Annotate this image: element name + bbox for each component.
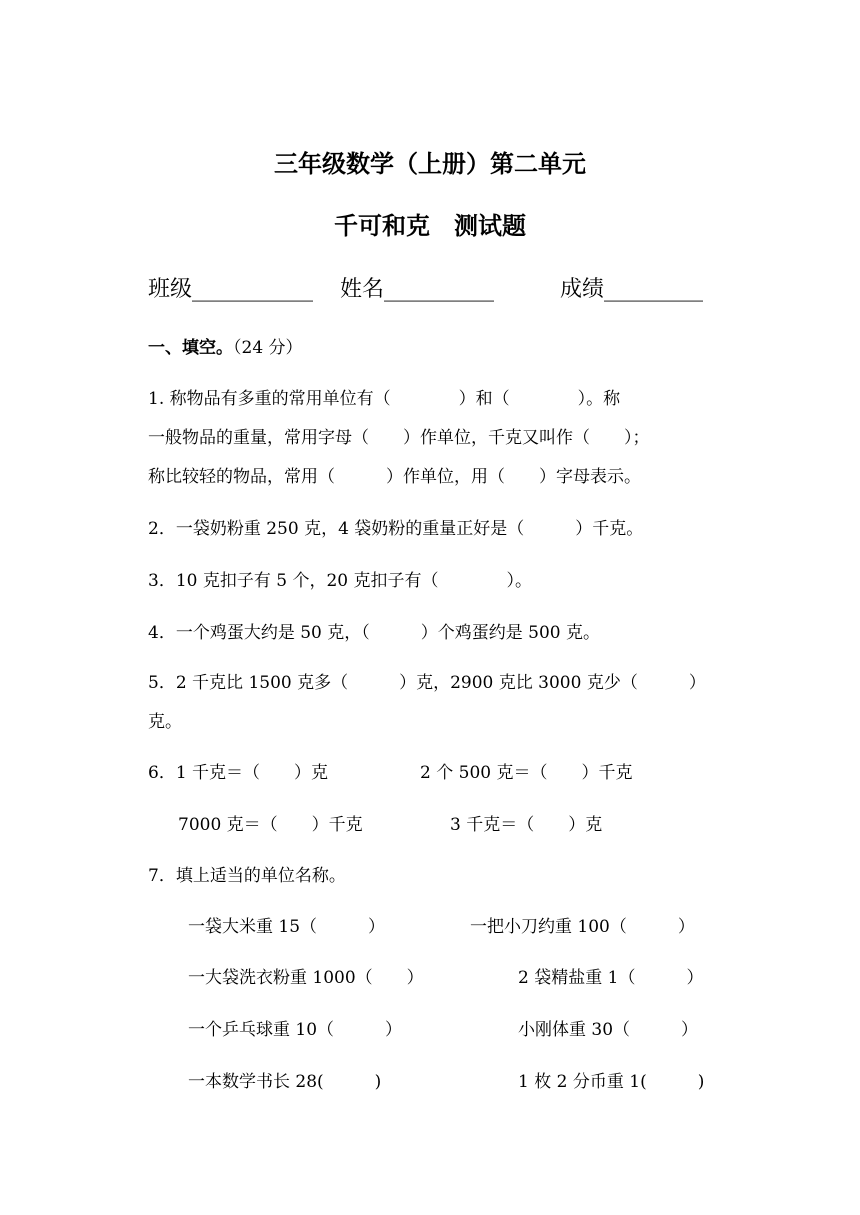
question-7-item: 一大袋洗衣粉重 1000（ ）	[188, 968, 424, 988]
question-1-line-3: 称比较轻的物品，常用（ ）作单位，用（ ）字母表示。	[148, 467, 641, 487]
question-2: 2．一袋奶粉重 250 克，4 袋奶粉的重量正好是（ ）千克。	[148, 519, 644, 539]
page-title: 三年级数学（上册）第二单元	[274, 149, 586, 178]
question-3: 3．10 克扣子有 5 个，20 克扣子有（ ）。	[148, 571, 533, 591]
question-4: 4．一个鸡蛋大约是 50 克，（ ）个鸡蛋约是 500 克。	[148, 623, 601, 643]
name-field: 姓名__________	[340, 277, 495, 302]
question-7-item: 2 袋精盐重 1（ ）	[518, 968, 704, 988]
question-5-line-2: 克。	[148, 712, 182, 732]
section-heading	[148, 333, 303, 358]
question-1-line-1: 1. 称物品有多重的常用单位有（ ）和（ ）。称	[148, 389, 621, 409]
question-7-item: 小刚体重 30（ ）	[518, 1020, 699, 1040]
question-6-item-d: 3 千克＝（ ）克	[450, 815, 603, 835]
question-7-item: 一个乒乓球重 10（ ）	[188, 1020, 403, 1040]
question-7-heading: 7．填上适当的单位名称。	[148, 866, 346, 886]
question-6-item-b: 2 个 500 克＝（ ）千克	[420, 763, 633, 783]
section-title: 一、填空。	[148, 338, 233, 358]
question-6-item-a: 6．1 千克＝（ ）克	[148, 763, 329, 783]
question-7-item: 一本数学书长 28( )	[188, 1072, 382, 1092]
question-6-item-c: 7000 克＝（ ）千克	[178, 815, 363, 835]
question-7-item: 一把小刀约重 100（ ）	[470, 917, 695, 937]
score-field: 成绩_________	[560, 277, 704, 302]
question-7-item: 一袋大米重 15（ ）	[188, 917, 386, 937]
class-field: 班级___________	[148, 277, 314, 302]
question-5-line-1: 5．2 千克比 1500 克多（ ）克，2900 克比 3000 克少（ ）	[148, 673, 706, 693]
page-subtitle: 千可和克 测试题	[334, 211, 526, 240]
section-points: （24 分）	[233, 338, 303, 358]
question-7-item: 1 枚 2 分币重 1( )	[518, 1072, 705, 1092]
question-1-line-2: 一般物品的重量，常用字母（ ）作单位，千克又叫作（ ）；	[148, 428, 650, 448]
